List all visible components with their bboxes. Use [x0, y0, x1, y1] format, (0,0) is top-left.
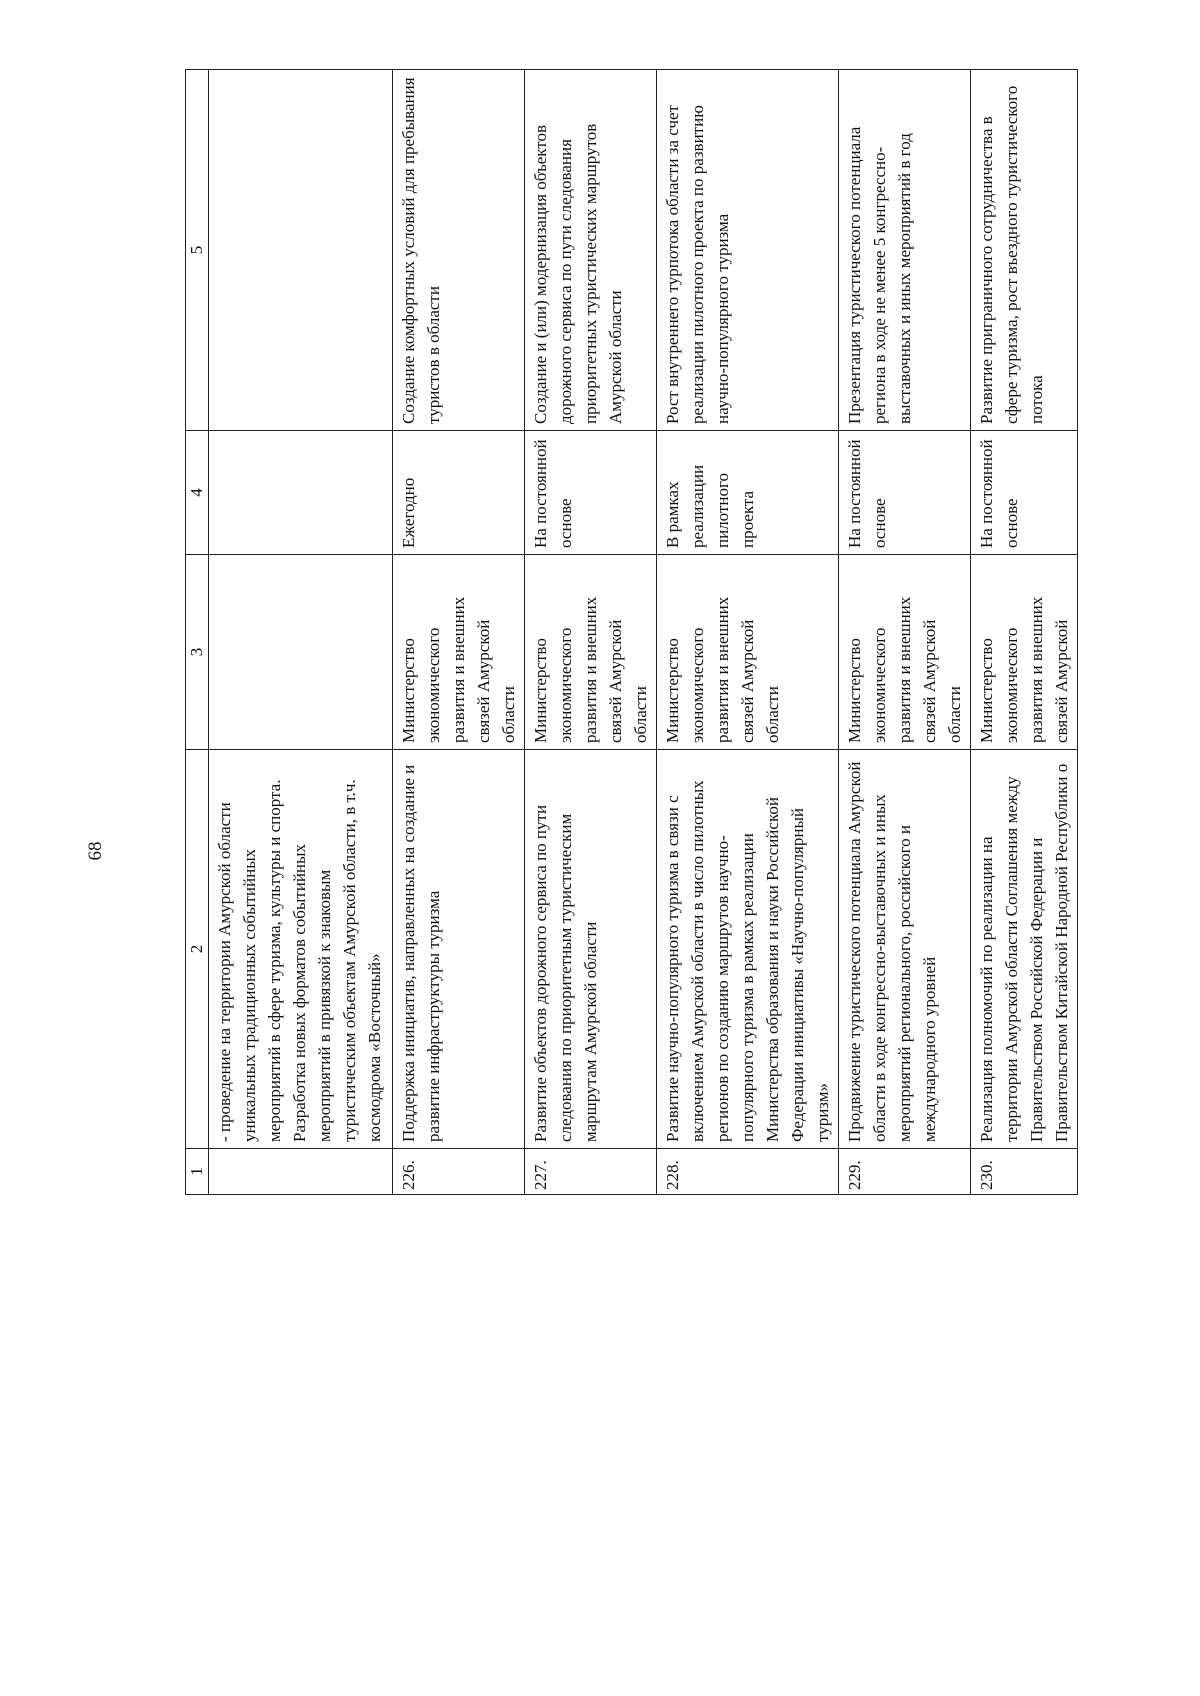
measure-cell: Поддержка инициатив, направленных на создание и развитие инфраструктуры туризма	[393, 750, 525, 1149]
executor-cell	[209, 555, 393, 750]
row-number: 226.	[393, 1149, 525, 1195]
measure-cell: Продвижение туристического потенциала Амурской области в ходе конгрессно-выставочных и иных мероприятий регионального, российского и международного уровней	[839, 750, 971, 1149]
term-cell	[209, 431, 393, 555]
result-cell: Развитие приграничного сотрудничества в сфере туризма, рост въездного туристического потока	[971, 70, 1078, 431]
row-number: 229.	[839, 1149, 971, 1195]
table-row	[525, 70, 657, 1195]
term-cell: В рамках реализации пилотного проекта	[657, 431, 839, 555]
rotated-table-sheet	[185, 70, 1071, 1195]
result-cell: Создание комфортных условий для пребывания туристов в области	[393, 70, 525, 431]
row-number: 227.	[525, 1149, 657, 1195]
result-cell: Создание и (или) модернизация объектов дорожного сервиса по пути следования приоритетных туристических маршрутов Амурской области	[525, 70, 657, 431]
measure-cell: Развитие объектов дорожного сервиса по пути следования по приоритетным туристическим маршрутам Амурской области	[525, 750, 657, 1149]
page-number: 68	[85, 841, 106, 861]
term-cell: На постоянной основе	[839, 431, 971, 555]
result-cell	[209, 70, 393, 431]
measure-cell: - проведение на территории Амурской области уникальных традиционных событийных мероприятий в сфере туризма, культуры и спорта. Разработка новых форматов событийных мероприятий в привязкой к знаковым туристическим объектам Амурской области, в т.ч. космодрома «Восточный»	[209, 750, 393, 1149]
executor-cell: Министерство экономического развития и внешних связей Амурской области	[657, 555, 839, 750]
term-cell: На постоянной основе	[971, 431, 1078, 555]
row-number	[209, 1149, 393, 1195]
measures-table	[185, 69, 1078, 1195]
table-row	[971, 70, 1078, 1195]
table-row	[839, 70, 971, 1195]
executor-cell: Министерство экономического развития и внешних связей Амурской области	[839, 555, 971, 750]
result-cell: Рост внутреннего турпотока области за счет реализации пилотного проекта по развитию научно-популярного туризма	[657, 70, 839, 431]
executor-cell: Министерство экономического развития и внешних связей Амурской области	[525, 555, 657, 750]
row-number: 230.	[971, 1149, 1078, 1195]
table-row	[657, 70, 839, 1195]
table-header-row	[186, 70, 209, 1195]
measure-cell: Реализация полномочий по реализации на территории Амурской области Соглашения между Правительством Российской Федерации и Правительством Китайской Народной Республики о	[971, 750, 1078, 1149]
executor-cell: Министерство экономического развития и внешних связей Амурской области	[393, 555, 525, 750]
column-header: 4	[186, 431, 209, 555]
table-row	[209, 70, 393, 1195]
column-header: 5	[186, 70, 209, 431]
row-number: 228.	[657, 1149, 839, 1195]
term-cell: Ежегодно	[393, 431, 525, 555]
measure-cell: Развитие научно-популярного туризма в связи с включением Амурской области в число пилотных регионов по созданию маршрутов научно-популярного туризма в рамках реализации Министерства образования и науки Российской Федерации инициативы «Научно-популярный туризм»	[657, 750, 839, 1149]
executor-cell: Министерство экономического развития и внешних связей Амурской	[971, 555, 1078, 750]
table-row	[393, 70, 525, 1195]
column-header: 1	[186, 1149, 209, 1195]
column-header: 2	[186, 750, 209, 1149]
column-header: 3	[186, 555, 209, 750]
term-cell: На постоянной основе	[525, 431, 657, 555]
result-cell: Презентация туристического потенциала региона в ходе не менее 5 конгрессно-выставочных и иных мероприятий в год	[839, 70, 971, 431]
